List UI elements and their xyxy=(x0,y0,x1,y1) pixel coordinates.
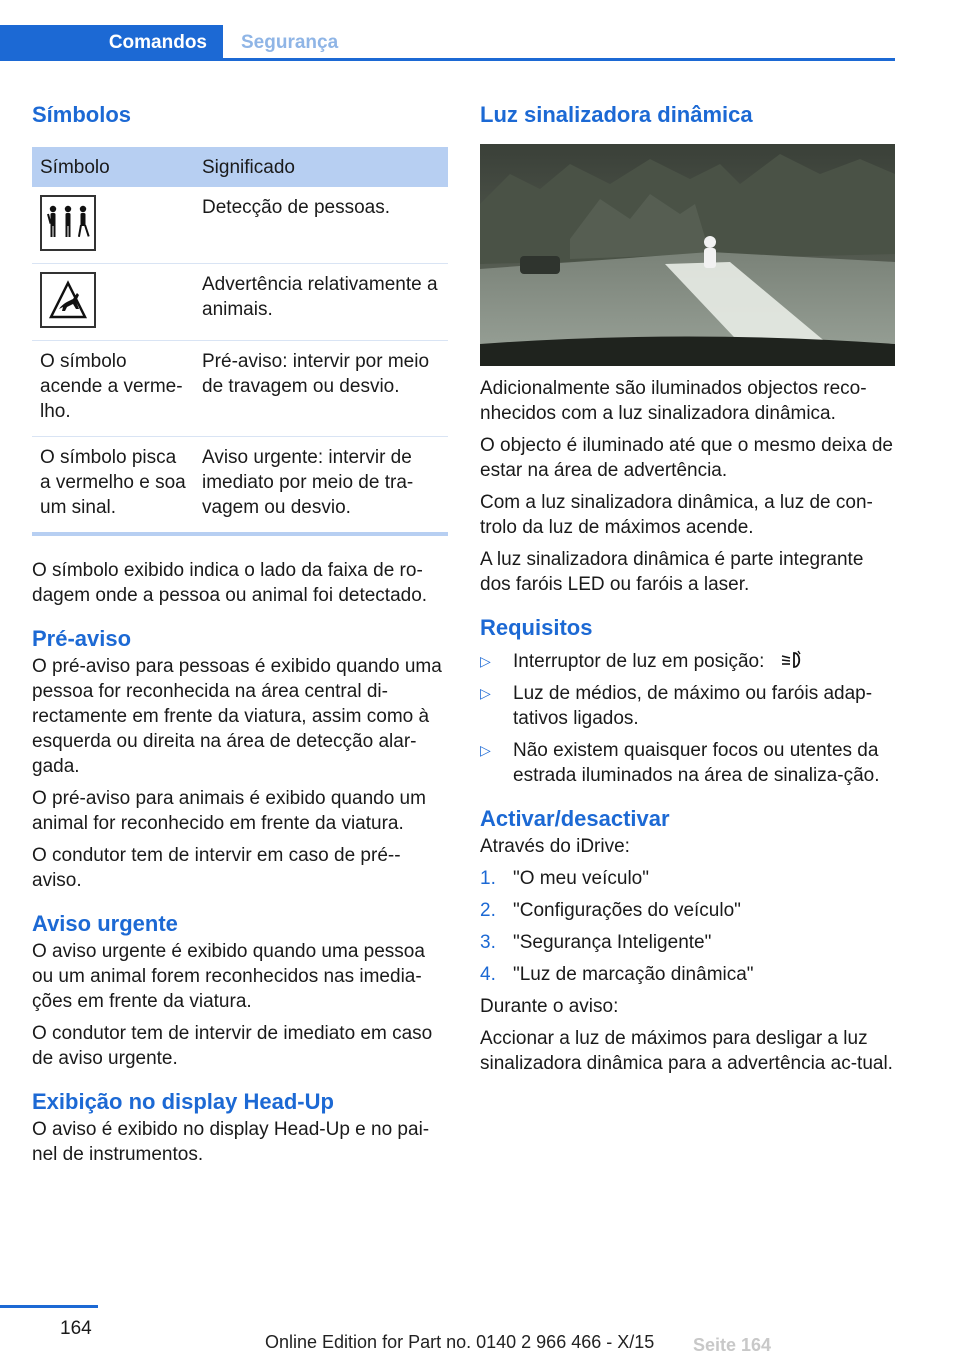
list-item: 1. "O meu veículo" xyxy=(480,868,649,889)
meaning-cell: Advertência relativamente a animais. xyxy=(194,264,448,341)
headup-paragraph-1: O aviso é exibido no display Head-Up e no pai-nel de instrumentos. xyxy=(32,1119,430,1165)
triangle-bullet-icon: ▷ xyxy=(480,685,491,701)
activar-heading: Activar/desactivar xyxy=(480,806,670,831)
table-header-symbol: Símbolo xyxy=(32,147,194,187)
watermark: Seite 164 xyxy=(693,1335,772,1355)
activar-intro: Através do iDrive: xyxy=(480,836,630,857)
symbols-table xyxy=(32,147,448,536)
table-row xyxy=(32,341,448,437)
urgente-paragraph-1: O aviso urgente é exibido quando uma pessoa ou um animal forem reconhecidos nas imedia-ções em frente da viatura. xyxy=(32,941,425,1012)
symbol-cell: O símbolo acende a verme-lho. xyxy=(32,341,194,437)
page-number: 164 xyxy=(60,1318,92,1339)
requisitos-heading: Requisitos xyxy=(480,615,593,640)
section-tabbar xyxy=(0,25,895,61)
urgente-paragraph-2: O condutor tem de intervir de imediato em caso de aviso urgente. xyxy=(32,1023,433,1069)
table-header-row xyxy=(32,147,448,187)
table-row xyxy=(32,264,448,341)
list-item: 2. "Configurações do veículo" xyxy=(480,900,741,921)
meaning-cell: Detecção de pessoas. xyxy=(194,187,448,264)
preaviso-paragraph-3: O condutor tem de intervir em caso de pré--aviso. xyxy=(32,845,401,891)
animal-warning-icon xyxy=(40,272,96,328)
edition-text: Online Edition for Part no. 0140 2 966 466 - X/15 xyxy=(265,1332,655,1352)
dynamic-light-paragraph-2: O objecto é iluminado até que o mesmo deixa de estar na área de advertência. xyxy=(480,435,893,481)
urgente-heading: Aviso urgente xyxy=(32,911,178,936)
tab-seguranca[interactable]: Segurança xyxy=(241,32,339,53)
left-column xyxy=(32,100,448,1174)
dynamic-light-heading: Luz sinalizadora dinâmica xyxy=(480,102,753,127)
action-paragraph: Accionar a luz de máximos para desligar a luz sinalizadora dinâmica para a advertência ac-tual. xyxy=(480,1028,893,1074)
night-road-photo xyxy=(480,144,895,366)
pedestrians-icon xyxy=(40,195,96,251)
list-item: ▷ Luz de médios, de máximo ou faróis adap-tativos ligados. xyxy=(480,683,873,729)
dynamic-light-paragraph-4: A luz sinalizadora dinâmica é parte integrante dos faróis LED ou faróis a laser. xyxy=(480,549,864,595)
preaviso-paragraph-1: O pré-aviso para pessoas é exibido quando uma pessoa for reconhecida na área central di-rectamente em frente da viatura, assim como à esquerda ou direita na área de detecção alar-gada. xyxy=(32,656,442,777)
preaviso-paragraph-2: O pré-aviso para animais é exibido quando um animal for reconhecido em frente da viatura. xyxy=(32,788,426,834)
requisitos-list xyxy=(480,649,895,788)
list-item: ▷ Não existem quaisquer focos ou utentes da estrada iluminados na área de sinaliza-ção. xyxy=(480,740,880,786)
symbols-heading: Símbolos xyxy=(32,102,132,127)
list-item: 4. "Luz de marcação dinâmica" xyxy=(480,964,754,985)
footer-rule xyxy=(0,1305,98,1308)
triangle-bullet-icon: ▷ xyxy=(480,742,491,758)
symbol-cell: O símbolo pisca a vermelho e soa um sinal. xyxy=(32,437,194,535)
list-item: 3. "Segurança Inteligente" xyxy=(480,932,712,953)
right-column xyxy=(480,100,895,1083)
headlight-switch-icon xyxy=(778,650,804,670)
list-item: ▷ Interruptor de luz em posição: xyxy=(480,649,895,674)
table-header-meaning: Significado xyxy=(194,147,448,187)
tab-comandos[interactable]: Comandos xyxy=(0,25,223,61)
table-row xyxy=(32,437,448,535)
meaning-cell: Pré-aviso: intervir por meio de travagem ou desvio. xyxy=(194,341,448,437)
symbol-note: O símbolo exibido indica o lado da faixa de ro-dagem onde a pessoa ou animal foi detectado. xyxy=(32,560,428,606)
preaviso-heading: Pré-aviso xyxy=(32,626,132,651)
dynamic-light-paragraph-1: Adicionalmente são iluminados objectos reco-nhecidos com a luz sinalizadora dinâmica. xyxy=(480,378,867,424)
tabbar-underline xyxy=(0,58,895,61)
headup-heading: Exibição no display Head-Up xyxy=(32,1089,334,1114)
meaning-cell: Aviso urgente: intervir de imediato por meio de tra-vagem ou desvio. xyxy=(194,437,448,535)
dynamic-light-paragraph-3: Com a luz sinalizadora dinâmica, a luz de con-trolo da luz de máximos acende. xyxy=(480,492,873,538)
during-warning-label: Durante o aviso: xyxy=(480,996,619,1017)
table-row xyxy=(32,187,448,264)
triangle-bullet-icon: ▷ xyxy=(480,653,491,669)
idrive-steps-list xyxy=(480,866,895,987)
